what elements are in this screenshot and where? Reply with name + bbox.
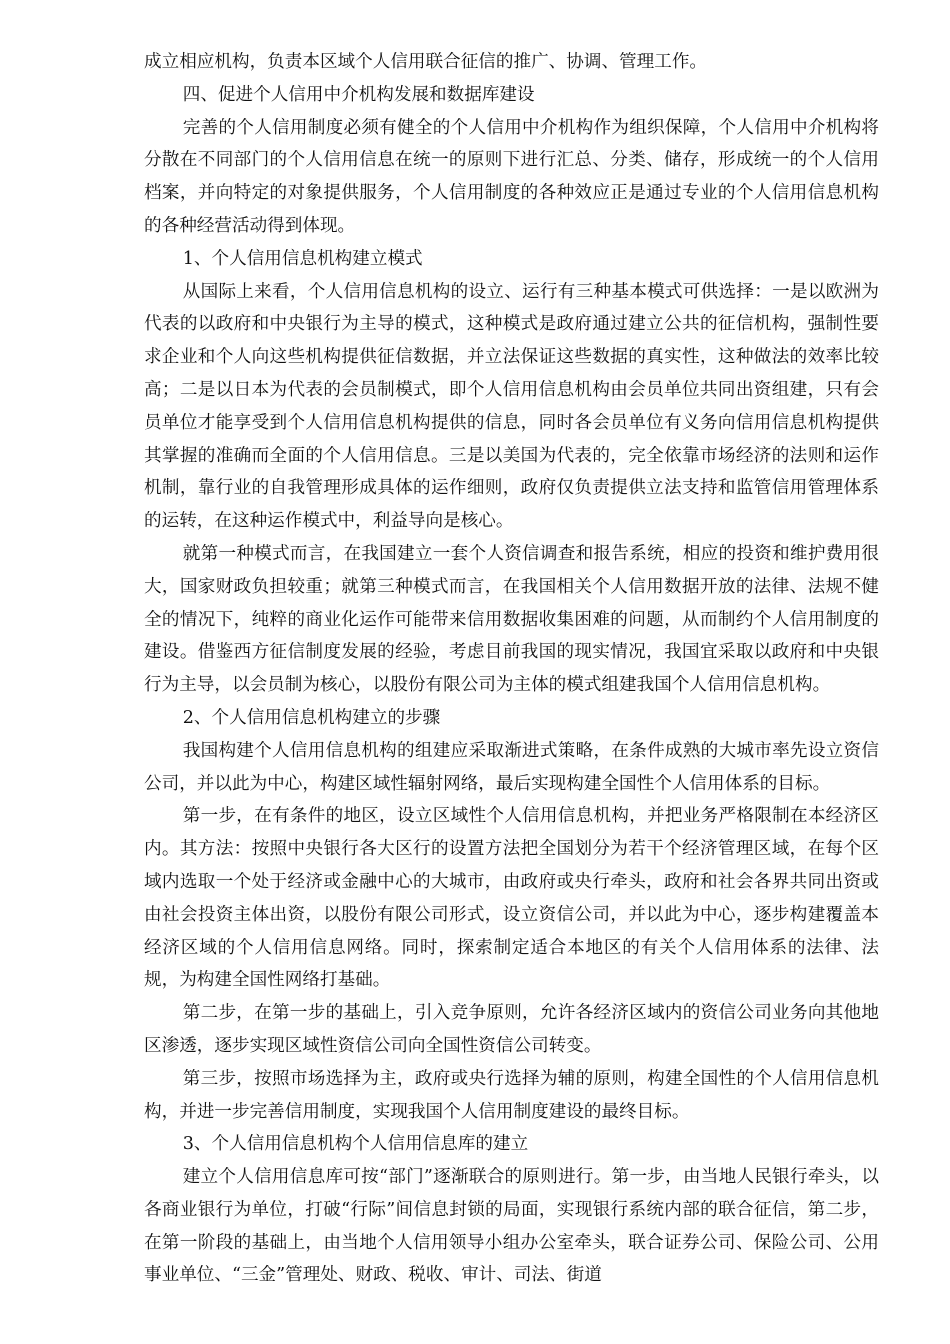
body-paragraph: 我国构建个人信用信息机构的组建应采取渐进式策略，在条件成熟的大城市率先设立资信公司，并以此为中心，构建区域性辐射网络，最后实现构建全国性个人信用体系的目标。 bbox=[144, 740, 879, 794]
subsection-heading-1: 1、个人信用信息机构建立模式 bbox=[182, 248, 423, 269]
body-paragraph: 就第一种模式而言，在我国建立一套个人资信调查和报告系统，相应的投资和维护费用很大，国家财政负担较重；就第三种模式而言，在我国相关个人信用数据开放的法律、法规不健全的情况下，纯粹的商业化运作可能带来信用数据收集困难的问题，从而制约个人信用制度的建设。借鉴西方征信制度发展的经验，考虑目前我国的现实情况，我国宜采取以政府和中央银行为主导，以会员制为核心，以股份有限公司为主体的模式组建我国个人信用信息机构。 bbox=[144, 543, 879, 696]
document-page bbox=[144, 46, 879, 1292]
body-paragraph: 第三步，按照市场选择为主，政府或央行选择为辅的原则，构建全国性的个人信用信息机构，并进一步完善信用制度，实现我国个人信用制度建设的最终目标。 bbox=[144, 1068, 879, 1122]
body-paragraph: 完善的个人信用制度必须有健全的个人信用中介机构作为组织保障，个人信用中介机构将分散在不同部门的个人信用信息在统一的原则下进行汇总、分类、储存，形成统一的个人信用档案，并向特定的对象提供服务，个人信用制度的各种效应正是通过专业的个人信用信息机构的各种经营活动得到体现。 bbox=[144, 117, 879, 236]
subsection-heading-2: 2、个人信用信息机构建立的步骤 bbox=[182, 707, 441, 728]
section-heading-4: 四、促进个人信用中介机构发展和数据库建设 bbox=[182, 84, 535, 105]
body-paragraph: 第一步，在有条件的地区，设立区域性个人信用信息机构，并把业务严格限制在本经济区内。其方法：按照中央银行各大区行的设置方法把全国划分为若干个经济管理区域，在每个区域内选取一个处于经济或金融中心的大城市，由政府或央行牵头，政府和社会各界共同出资或由社会投资主体出资，以股份有限公司形式，设立资信公司，并以此为中心，逐步构建覆盖本经济区域的个人信用信息网络。同时，探索制定适合本地区的有关个人信用体系的法律、法规，为构建全国性网络打基础。 bbox=[144, 806, 879, 991]
paragraph-continued: 成立相应机构，负责本区域个人信用联合征信的推广、协调、管理工作。 bbox=[144, 52, 708, 72]
body-paragraph: 从国际上来看，个人信用信息机构的设立、运行有三种基本模式可供选择：一是以欧洲为代表的以政府和中央银行为主导的模式，这种模式是政府通过建立公共的征信机构，强制性要求企业和个人向这些机构提供征信数据，并立法保证这些数据的真实性，这种做法的效率比较高；二是以日本为代表的会员制模式，即个人信用信息机构由会员单位共同出资组建，只有会员单位才能享受到个人信用信息机构提供的信息，同时各会员单位有义务向信用信息机构提供其掌握的准确而全面的个人信用信息。三是以美国为代表的，完全依靠市场经济的法则和运作机制，靠行业的自我管理形成具体的运作细则，政府仅负责提供立法支持和监管信用管理体系的运转，在这种运作模式中，利益导向是核心。 bbox=[144, 281, 879, 532]
body-paragraph: 第二步，在第一步的基础上，引入竞争原则，允许各经济区域内的资信公司业务向其他地区渗透，逐步实现区域性资信公司向全国性资信公司转变。 bbox=[144, 1003, 879, 1056]
body-paragraph: 建立个人信用信息库可按“部门”逐渐联合的原则进行。第一步，由当地人民银行牵头，以各商业银行为单位，打破“行际”间信息封锁的局面，实现银行系统内部的联合征信，第二步，在第一阶段的基础上，由当地个人信用领导小组办公室牵头，联合证券公司、保险公司、公用事业单位、“三金”管理处、财政、税收、审计、司法、街道 bbox=[144, 1167, 879, 1286]
subsection-heading-3: 3、个人信用信息机构个人信用信息库的建立 bbox=[182, 1134, 529, 1155]
